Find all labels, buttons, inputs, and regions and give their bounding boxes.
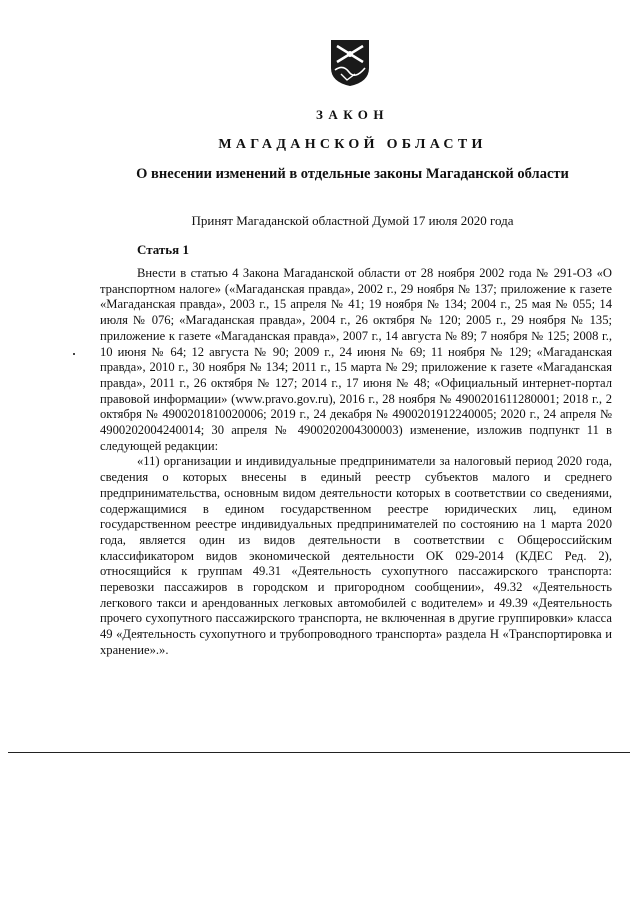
scan-mark xyxy=(73,353,75,355)
article-body xyxy=(100,266,612,659)
article-heading: Статья 1 xyxy=(137,242,189,257)
page-divider xyxy=(8,752,630,753)
adoption-line: Принят Магаданской областной Думой 17 июля 2020 года xyxy=(191,213,514,228)
coat-of-arms-icon xyxy=(329,38,371,88)
law-type-heading: ЗАКОН xyxy=(315,107,390,122)
law-title: О внесении изменений в отдельные законы Магаданской области xyxy=(136,166,569,182)
region-heading: МАГАДАНСКОЙ ОБЛАСТИ xyxy=(218,137,487,152)
article-paragraph: Внести в статью 4 Закона Магаданской области от 28 ноября 2002 года № 291-ОЗ «О транспортном налоге» («Магаданская правда», 2002 г., 29 ноября № 137; приложение к газете «Магаданская правда», 2003 г., 15 апреля № 41; 19 ноября № 134; 2004 г., 25 мая № 055; 14 июля № 076; «Магаданская правда», 2004 г., 26 октября № 120; 2005 г., 29 ноября № 135; приложение к газете «Магаданская правда», 2007 г., 14 августа № 89; 7 ноября № 125; 2008 г., 10 июня № 64; 12 августа № 90; 2009 г., 24 июня № 69; 11 ноября № 129; «Магаданская правда», 2010 г., 30 ноября № 134; 2011 г., 15 марта № 29; приложение к газете «Магаданская правда», 2011 г., 26 октября № 127; 2014 г., 17 июня № 48; «Официальный интернет-портал правовой информации» (www.pravo.gov.ru), 2016 г., 28 ноября № 4900201611280001; 2018 г., 2 октября № 4900201810020006; 2019 г., 24 декабря № 4900201912240005; 2020 г., 24 апреля № 4900202004240014; 30 апреля № 4900202004300003) изменение, изложив подпункт 11 в следующей редакции: xyxy=(100,266,612,453)
article-paragraph: «11) организации и индивидуальные предприниматели за налоговый период 2020 года, сведения о которых внесены в единый реестр субъектов малого и среднего предпринимательства, основным видом деятельности которых в соответствии со сведениями, содержащимися в едином государственном реестре юридических лиц, едином государственном реестре индивидуальных предпринимателей по состоянию на 1 марта 2020 года, является один из видов деятельности в соответствии с Общероссийским классификатором видов экономической деятельности ОК 029-2014 (КДЕС Ред. 2), относящийся к группам 49.31 «Деятельность сухопутного пассажирского транспорта: перевозки пассажиров в городском и пригородном сообщении», 49.32 «Деятельность легкового такси и арендованных легковых автомобилей с водителем» и 49.39 «Деятельность прочего сухопутного пассажирского транспорта, не включенная в другие группировки» класса 49 «Деятельность сухопутного и трубопроводного транспорта» раздела H «Транспортировка и хранение».». xyxy=(100,454,612,657)
